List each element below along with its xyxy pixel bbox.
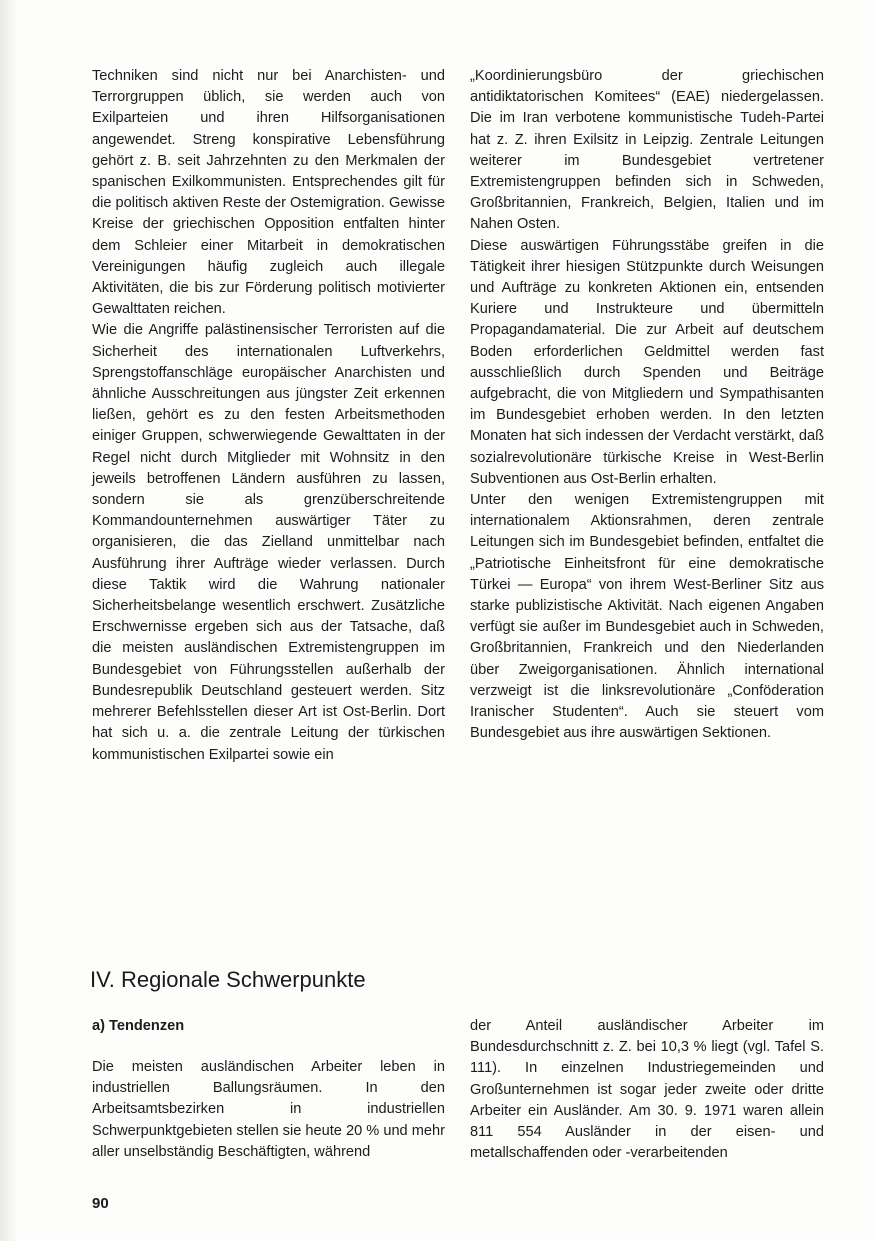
- subsection-heading: a) Tendenzen: [92, 1018, 185, 1034]
- paragraph: Techniken sind nicht nur bei Anarchisten- und Terrorgruppen üblich, sie werden auch von Exilparteien und ihren Hilfsorganisationen angewendet. Streng konspirative Lebensführung gehört z. B. seit Jahrzehnten zu den Merkmalen der spanischen Exilkommunisten. Entsprechendes gilt für die politisch aktiven Reste der Ostemigration. Gewisse Kreise der griechischen Opposition entfalten hinter dem Schleier einer Mitarbeit in demokratischen Vereinigungen häufig zugleich auch illegale Aktivitäten, die bis zur Förderung politisch motivierter Gewalttaten reichen.: [92, 68, 445, 318]
- left-column-top: [92, 66, 445, 766]
- paragraph: Die meisten ausländischen Arbeiter leben in industriellen Ballungsräumen. In den Arbeitsamtsbezirken in industriellen Schwerpunktgebieten stellen sie heute 20 % und mehr aller unselbständig Beschäftigten, während: [92, 1059, 445, 1160]
- paragraph: Unter den wenigen Extremistengruppen mit internationalem Aktionsrahmen, deren zentrale Leitungen sich im Bundesgebiet befinden, entfaltet die „Patriotische Einheitsfront für eine demokratische Türkei — Europa“ von ihrem West-Berliner Sitz aus starke publizistische Aktivität. Nach eigenen Angaben verfügt sie außer im Bundesgebiet auch in Schweden, Großbritannien, Frankreich und den Niederlanden über Zweigorganisationen. Ähnlich international verzweigt ist die linksrevolutionäre „Conföderation Iranischer Studenten“. Auch sie steuert vom Bundesgebiet aus ihre auswärtigen Sektionen.: [470, 492, 824, 742]
- paragraph: Wie die Angriffe palästinensischer Terroristen auf die Sicherheit des internationalen Luftverkehrs, Sprengstoffanschläge europäischer Anarchisten und ähnliche Ausschreitungen aus jüngster Zeit erkennen ließen, gehört es zu den festen Arbeitsmethoden einiger Gruppen, schwerwiegende Gewalttaten in der Regel nicht durch Mitglieder mit Wohnsitz in den jeweils betroffenen Ländern ausführen zu lassen, sondern sie als grenzüberschreitende Kommandounternehmen auswärtiger Täter zu organisieren, die das Zielland unmittelbar nach Ausführung ihrer Aufträge wieder verlassen. Durch diese Taktik wird die Wahrung nationaler Sicherheitsbelange wesentlich erschwert. Zusätzliche Erschwernisse ergeben sich aus der Tatsache, daß die meisten ausländischen Extremistengruppen im Bundesgebiet von Führungsstellen außerhalb der Bundesrepublik Deutschland gesteuert werden. Sitz mehrerer Befehlsstellen dieser Art ist Ost-Berlin. Dort hat sich u. a. die zentrale Leitung der türkischen kommunistischen Exilpartei sowie ein: [92, 322, 445, 763]
- left-column-bottom: [92, 1057, 445, 1163]
- paragraph: Diese auswärtigen Führungsstäbe greifen in die Tätigkeit ihrer hiesigen Stützpunkte durch Weisungen und Aufträge zu konkreten Aktionen ein, entsenden Kuriere und Instrukteure und übermitteln Propagandamaterial. Die zur Arbeit auf deutschem Boden erforderlichen Geldmittel werden fast ausschließlich durch Spenden und Beiträge aufgebracht, die von Mitgliedern und Sympathisanten im Bundesgebiet erhoben werden. In den letzten Monaten hat sich indessen der Verdacht verstärkt, daß sozialrevolutionäre türkische Kreise in West-Berlin Subventionen aus Ost-Berlin erhalten.: [470, 237, 824, 487]
- right-column-top: [470, 66, 824, 745]
- right-column-bottom: [470, 1016, 824, 1164]
- page-number: 90: [92, 1195, 109, 1212]
- section-heading: IV. Regionale Schwerpunkte: [90, 967, 366, 992]
- paragraph: der Anteil ausländischer Arbeiter im Bundesdurchschnitt z. Z. bei 10,3 % liegt (vgl. Tafel S. 111). In einzelnen Industriegemeinden und Großunternehmen ist sogar jeder zweite oder dritte Arbeiter ein Ausländer. Am 30. 9. 1971 waren allein 811 554 Ausländer in der eisen- und metallschaffenden oder -verarbeitenden: [470, 1018, 824, 1162]
- page-edge-shadow: [0, 0, 18, 1241]
- paragraph: „Koordinierungsbüro der griechischen antidiktatorischen Komitees“ (EAE) niedergelassen. Die im Iran verbotene kommunistische Tudeh-Partei hat z. Z. ihren Exilsitz in Leipzig. Zentrale Leitungen weiterer im Bundesgebiet vertretener Extremistengruppen befinden sich in Schweden, Großbritannien, Frankreich, Belgien, Italien und im Nahen Osten.: [470, 68, 824, 233]
